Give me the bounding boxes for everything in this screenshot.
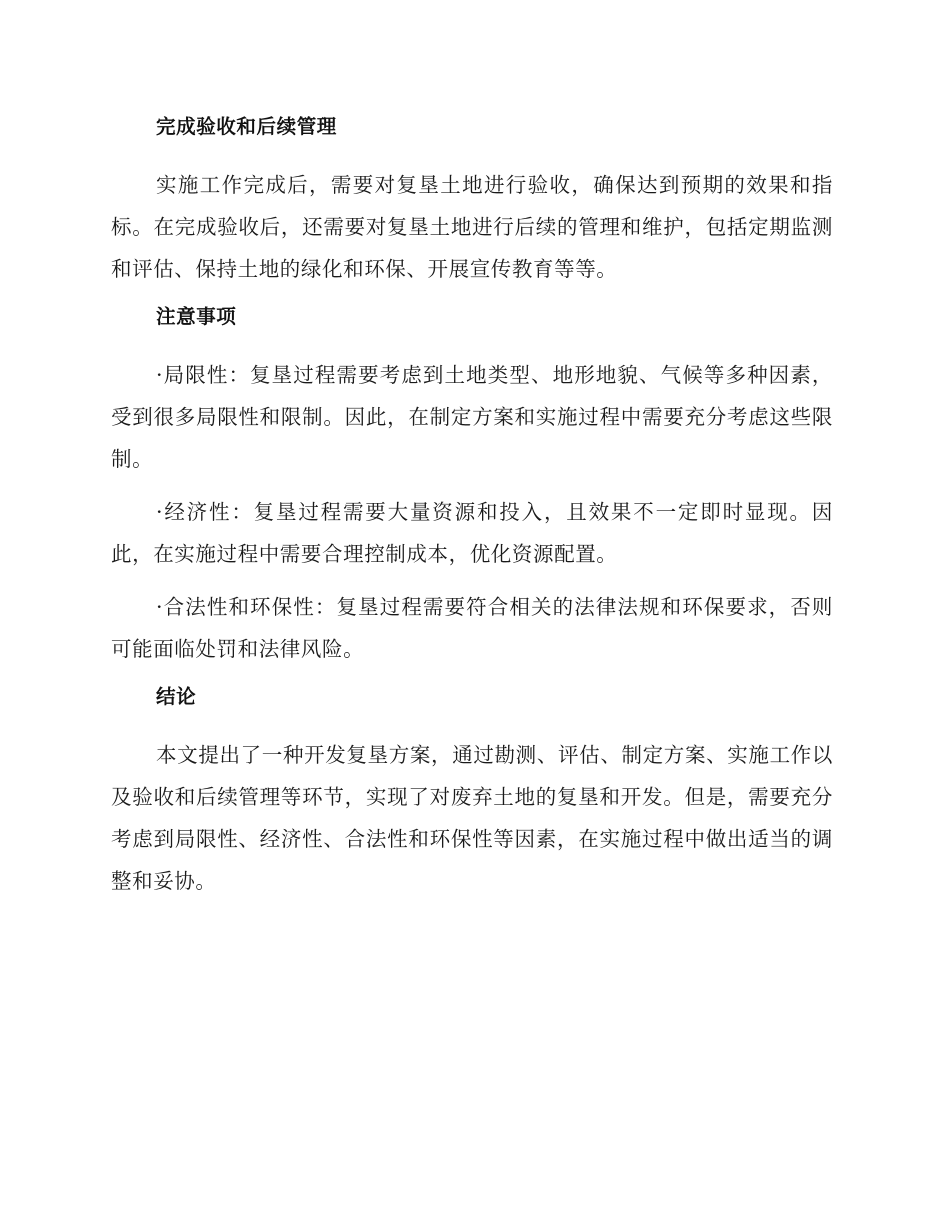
paragraph-conclusion: 本文提出了一种开发复垦方案，通过勘测、评估、制定方案、实施工作以及验收和后续管理等环节，实现了对废弃土地的复垦和开发。但是，需要充分考虑到局限性、经济性、合法性和环保性等因素，在实施过程中做出适当的调整和妥协。 (111, 743, 833, 893)
bullet-legality: ·合法性和环保性：复垦过程需要符合相关的法律法规和环保要求，否则可能面临处罚和法律风险。 (111, 595, 833, 661)
section-heading-conclusion: 结论 (156, 685, 197, 708)
bullet-limitations: ·局限性：复垦过程需要考虑到土地类型、地形地貌、气候等多种因素，受到很多局限性和限制。因此，在制定方案和实施过程中需要充分考虑这些限制。 (111, 363, 833, 471)
document-body (111, 111, 833, 913)
bullet-economy: ·经济性：复垦过程需要大量资源和投入，且效果不一定即时显现。因此，在实施过程中需要合理控制成本，优化资源配置。 (111, 500, 833, 566)
section-heading-acceptance: 完成验收和后续管理 (156, 115, 337, 138)
paragraph-acceptance: 实施工作完成后，需要对复垦土地进行验收，确保达到预期的效果和指标。在完成验收后，还需要对复垦土地进行后续的管理和维护，包括定期监测和评估、保持土地的绿化和环保、开展宣传教育等等。 (111, 173, 833, 281)
section-heading-notes: 注意事项 (156, 305, 237, 328)
